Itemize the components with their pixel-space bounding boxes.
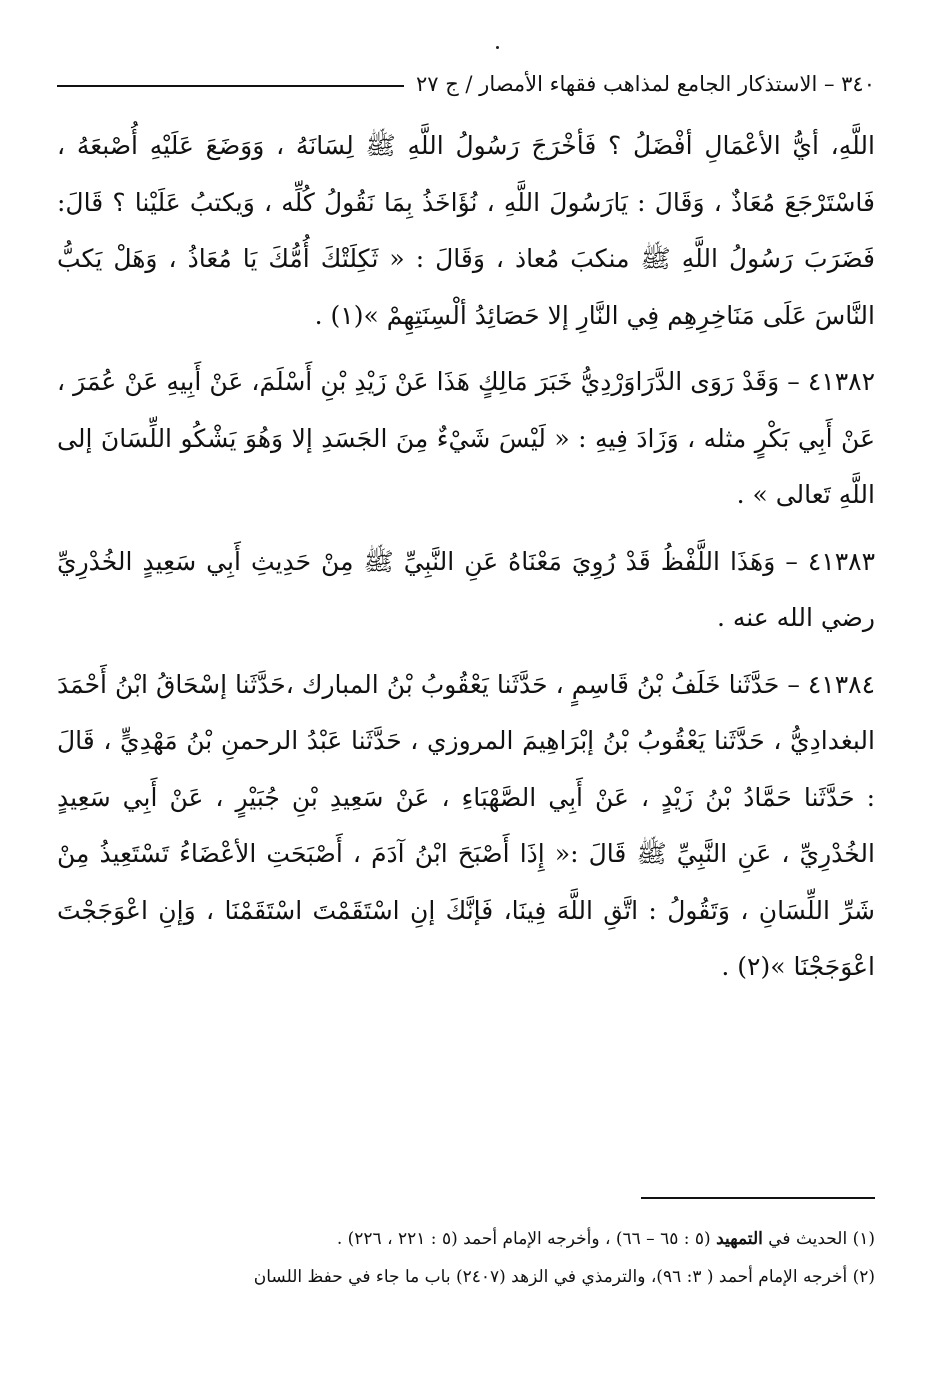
footnote-1 xyxy=(57,1220,875,1258)
main-text xyxy=(57,118,875,996)
running-header xyxy=(57,64,875,104)
footnote-1-rest: (٥ : ٦٥ – ٦٦) ، وأخرجه الإمام أحمد (٥ : ٢٢١ ، ٢٢٦) . xyxy=(336,1229,717,1249)
footnote-separator xyxy=(641,1197,875,1199)
page-speck xyxy=(496,46,499,49)
paragraph-41384: ٤١٣٨٤ – حَدَّثَنا خَلَفُ بْنُ قَاسِمٍ ، حَدَّثَنا يَعْقُوبُ بْنُ المبارك ،حَدَّثَنا إسْحَاقُ ابْنُ أَحْمَدَ البغدادِيُّ ، حَدَّثَنا يَعْقُوبُ بْنُ إبْرَاهِيمَ المروزي ، حَدَّثَنا عَبْدُ الرحمنِ بْنُ مَهْدِيٍّ ، قَالَ : حَدَّثَنا حَمَّادُ بْنُ زَيْدٍ ، عَنْ أَبِي الصَّهْبَاءِ ، عَنْ سَعِيدِ بْنِ جُبَيْرٍ ، عَنْ أَبِي سَعِيدٍ الخُدْرِيِّ ، عَنِ النَّبِيِّ ﷺ قَالَ :« إِذَا أَصْبَحَ ابْنُ آدَمَ ، أَصْبَحَتِ الأعْضَاءُ تَسْتَعِيذُ مِنْ شَرِّ اللِّسَانِ ، وَتَقُولُ : اتَّقِ اللَّهَ فِينَا، فَإنَّكَ إنِ اسْتَقَمْتَ اسْتَقَمْنَا ، وَإنِ اعْوَجَجْتَ اعْوَجَجْنَا »(٢) . xyxy=(57,669,875,981)
footnote-2: (٢) أخرجه الإمام أحمد ( ٣: ٩٦)، والترمذي في الزهد (٢٤٠٧) باب ما جاء في حفظ اللسان xyxy=(253,1267,875,1287)
footnote-1-source: التمهيد xyxy=(716,1229,763,1249)
paragraph-41382: ٤١٣٨٢ – وَقَدْ رَوَى الدَّرَاوَرْدِيُّ خَبَرَ مَالِكٍ هَذَا عَنْ زَيْدِ بْنِ أَسْلَمَ، عَنْ أَبِيهِ عَنْ عُمَرَ ، عَنْ أَبِي بَكْرٍ مثله ، وَزَادَ فِيهِ : « لَيْسَ شَيْءٌ مِنَ الجَسَدِ إلا وَهُوَ يَشْكُو اللِّسَانَ إلى اللَّهِ تَعالى » . xyxy=(57,367,875,509)
paragraph-41383: ٤١٣٨٣ – وَهَذَا اللَّفْظُ قَدْ رُوِيَ مَعْنَاهُ عَنِ النَّبِيِّ ﷺ مِنْ حَدِيثِ أَبِي سَعِيدٍ الخُدْرِيِّ رضي الله عنه . xyxy=(57,546,875,632)
footnotes xyxy=(57,1220,875,1296)
header-rule xyxy=(57,85,404,87)
header-title: ٣٤٠ – الاستذكار الجامع لمذاهب فقهاء الأمصار / ج ٢٧ xyxy=(415,72,875,96)
footnote-1-prefix: (١) الحديث في xyxy=(762,1229,875,1249)
paragraph-1: اللَّهِ، أيُّ الأعْمَالِ أفْضَلُ ؟ فَأخْرَجَ رَسُولُ اللَّهِ ﷺ لِسَانَهُ ، وَوَضَعَ عَلَيْهِ أُصْبعَهُ ، فَاسْتَرْجَعَ مُعَاذٌ ، وَقَالَ : يَارَسُولَ اللَّهِ ، نُؤَاخَذُ بِمَا نَقُولُ كُلِّه ، وَيكتبُ عَلَيْنا ؟ قَالَ: فَضَرَبَ رَسُولُ اللَّهِ ﷺ منكبَ مُعاذ ، وَقَالَ : « ثَكِلَتْكَ أُمُّكَ يَا مُعَاذُ ، وَهَلْ يَكبُّ النَّاسَ عَلَى مَنَاخِرِهِم فِي النَّارِ إلا حَصَائِدُ ألْسِنَتِهِمْ »(١) . xyxy=(57,131,875,330)
